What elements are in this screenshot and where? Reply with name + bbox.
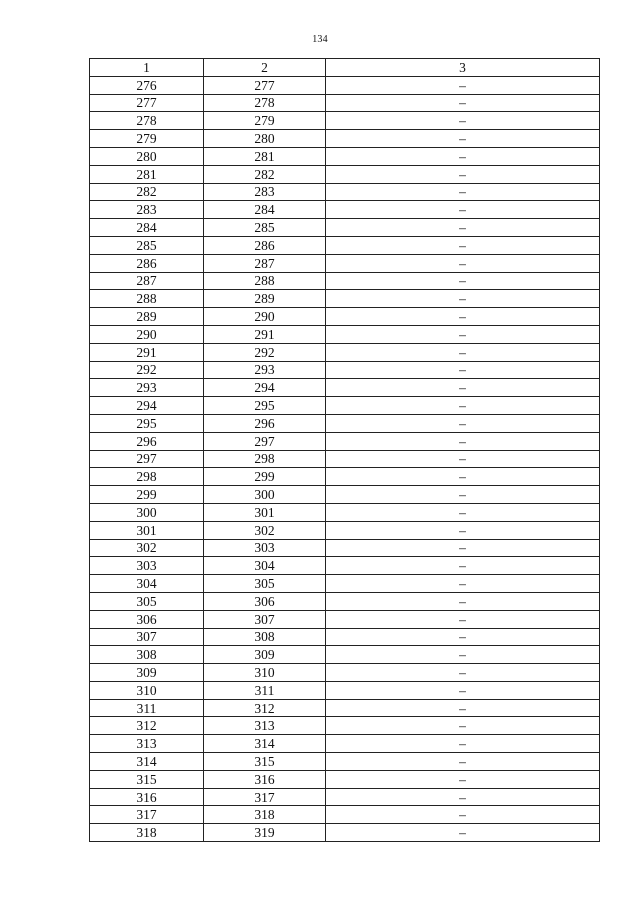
table-cell-col1: 314 bbox=[90, 753, 204, 771]
table-row bbox=[90, 824, 600, 842]
table-row bbox=[90, 201, 600, 219]
table-row bbox=[90, 610, 600, 628]
table-cell-col1: 294 bbox=[90, 397, 204, 415]
table-cell-col2: 306 bbox=[204, 592, 326, 610]
table-row bbox=[90, 753, 600, 771]
table-cell-col2: 314 bbox=[204, 735, 326, 753]
table-cell-col2: 310 bbox=[204, 664, 326, 682]
table-cell-col3: – bbox=[326, 450, 600, 468]
table-cell-col1: 290 bbox=[90, 325, 204, 343]
table-cell-col2: 305 bbox=[204, 575, 326, 593]
table-cell-col3: – bbox=[326, 503, 600, 521]
table-row bbox=[90, 788, 600, 806]
table-cell-col1: 318 bbox=[90, 824, 204, 842]
header-row bbox=[90, 59, 600, 77]
table-cell-col1: 292 bbox=[90, 361, 204, 379]
table-cell-col1: 306 bbox=[90, 610, 204, 628]
table-cell-col1: 278 bbox=[90, 112, 204, 130]
table-cell-col3: – bbox=[326, 432, 600, 450]
table-cell-col3: – bbox=[326, 147, 600, 165]
table-cell-col3: – bbox=[326, 379, 600, 397]
table-cell-col3: – bbox=[326, 628, 600, 646]
table-cell-col2: 279 bbox=[204, 112, 326, 130]
page-number: 134 bbox=[312, 34, 328, 45]
table-cell-col2: 293 bbox=[204, 361, 326, 379]
table-cell-col3: – bbox=[326, 753, 600, 771]
table-cell-col3: – bbox=[326, 664, 600, 682]
table-cell-col3: – bbox=[326, 521, 600, 539]
table-cell-col1: 295 bbox=[90, 414, 204, 432]
table-cell-col1: 297 bbox=[90, 450, 204, 468]
table-cell-col3: – bbox=[326, 717, 600, 735]
table-row bbox=[90, 557, 600, 575]
table-cell-col1: 299 bbox=[90, 486, 204, 504]
table-cell-col2: 304 bbox=[204, 557, 326, 575]
column-header-3: 3 bbox=[326, 59, 600, 77]
table-row bbox=[90, 290, 600, 308]
table-cell-col3: – bbox=[326, 254, 600, 272]
table-row bbox=[90, 183, 600, 201]
table-cell-col3: – bbox=[326, 414, 600, 432]
table-cell-col2: 317 bbox=[204, 788, 326, 806]
table-cell-col3: – bbox=[326, 94, 600, 112]
table-row bbox=[90, 521, 600, 539]
table-row bbox=[90, 770, 600, 788]
table-cell-col1: 285 bbox=[90, 236, 204, 254]
table-cell-col2: 312 bbox=[204, 699, 326, 717]
table-cell-col2: 295 bbox=[204, 397, 326, 415]
table-cell-col2: 280 bbox=[204, 130, 326, 148]
table-cell-col3: – bbox=[326, 130, 600, 148]
table-cell-col3: – bbox=[326, 610, 600, 628]
table-cell-col1: 288 bbox=[90, 290, 204, 308]
table-row bbox=[90, 254, 600, 272]
table-cell-col1: 310 bbox=[90, 681, 204, 699]
table-cell-col1: 280 bbox=[90, 147, 204, 165]
table-cell-col2: 300 bbox=[204, 486, 326, 504]
table-row bbox=[90, 468, 600, 486]
table-cell-col3: – bbox=[326, 557, 600, 575]
table-cell-col3: – bbox=[326, 290, 600, 308]
table-row bbox=[90, 681, 600, 699]
table-cell-col2: 301 bbox=[204, 503, 326, 521]
table-body bbox=[90, 76, 600, 841]
table-cell-col3: – bbox=[326, 397, 600, 415]
table-row bbox=[90, 539, 600, 557]
table-cell-col1: 302 bbox=[90, 539, 204, 557]
table-cell-col2: 285 bbox=[204, 219, 326, 237]
table-cell-col3: – bbox=[326, 112, 600, 130]
table-cell-col3: – bbox=[326, 824, 600, 842]
table-row bbox=[90, 450, 600, 468]
table-cell-col1: 277 bbox=[90, 94, 204, 112]
table-row bbox=[90, 486, 600, 504]
table-cell-col1: 317 bbox=[90, 806, 204, 824]
table-cell-col2: 319 bbox=[204, 824, 326, 842]
table-cell-col1: 311 bbox=[90, 699, 204, 717]
table-row bbox=[90, 343, 600, 361]
table-cell-col1: 313 bbox=[90, 735, 204, 753]
table-cell-col3: – bbox=[326, 735, 600, 753]
table-row bbox=[90, 432, 600, 450]
table-cell-col2: 297 bbox=[204, 432, 326, 450]
table-cell-col3: – bbox=[326, 646, 600, 664]
table-cell-col1: 286 bbox=[90, 254, 204, 272]
table-cell-col2: 294 bbox=[204, 379, 326, 397]
table-cell-col2: 282 bbox=[204, 165, 326, 183]
table-cell-col1: 289 bbox=[90, 308, 204, 326]
table-row bbox=[90, 112, 600, 130]
table-row bbox=[90, 646, 600, 664]
table-cell-col1: 308 bbox=[90, 646, 204, 664]
table-cell-col3: – bbox=[326, 806, 600, 824]
table-cell-col1: 315 bbox=[90, 770, 204, 788]
table-cell-col1: 293 bbox=[90, 379, 204, 397]
table-cell-col1: 282 bbox=[90, 183, 204, 201]
table-cell-col3: – bbox=[326, 539, 600, 557]
table-cell-col2: 298 bbox=[204, 450, 326, 468]
table-row bbox=[90, 414, 600, 432]
table-cell-col3: – bbox=[326, 165, 600, 183]
table-cell-col2: 303 bbox=[204, 539, 326, 557]
table-cell-col2: 309 bbox=[204, 646, 326, 664]
table-cell-col1: 316 bbox=[90, 788, 204, 806]
data-table bbox=[89, 58, 600, 842]
table-row bbox=[90, 130, 600, 148]
table-row bbox=[90, 592, 600, 610]
table-cell-col2: 278 bbox=[204, 94, 326, 112]
table-cell-col3: – bbox=[326, 201, 600, 219]
table-cell-col1: 298 bbox=[90, 468, 204, 486]
table-cell-col1: 291 bbox=[90, 343, 204, 361]
table-row bbox=[90, 664, 600, 682]
table-row bbox=[90, 219, 600, 237]
table-cell-col2: 281 bbox=[204, 147, 326, 165]
table-row bbox=[90, 236, 600, 254]
table-cell-col2: 311 bbox=[204, 681, 326, 699]
table-row bbox=[90, 325, 600, 343]
table-cell-col2: 289 bbox=[204, 290, 326, 308]
table-cell-col1: 309 bbox=[90, 664, 204, 682]
table-row bbox=[90, 717, 600, 735]
table-cell-col3: – bbox=[326, 699, 600, 717]
table-row bbox=[90, 379, 600, 397]
table-row bbox=[90, 699, 600, 717]
table-cell-col1: 276 bbox=[90, 76, 204, 94]
table-row bbox=[90, 272, 600, 290]
table-cell-col2: 313 bbox=[204, 717, 326, 735]
table-row bbox=[90, 308, 600, 326]
table-cell-col3: – bbox=[326, 219, 600, 237]
table-cell-col1: 279 bbox=[90, 130, 204, 148]
table-cell-col3: – bbox=[326, 272, 600, 290]
table-row bbox=[90, 806, 600, 824]
table-header bbox=[90, 59, 600, 77]
table-cell-col3: – bbox=[326, 592, 600, 610]
table-row bbox=[90, 94, 600, 112]
table-cell-col2: 318 bbox=[204, 806, 326, 824]
table-cell-col2: 277 bbox=[204, 76, 326, 94]
table-cell-col2: 283 bbox=[204, 183, 326, 201]
table-cell-col2: 288 bbox=[204, 272, 326, 290]
table-cell-col2: 290 bbox=[204, 308, 326, 326]
table-row bbox=[90, 575, 600, 593]
table-cell-col1: 287 bbox=[90, 272, 204, 290]
table-row bbox=[90, 735, 600, 753]
table-cell-col2: 307 bbox=[204, 610, 326, 628]
table-cell-col2: 291 bbox=[204, 325, 326, 343]
table-cell-col3: – bbox=[326, 361, 600, 379]
table-cell-col3: – bbox=[326, 681, 600, 699]
table-cell-col3: – bbox=[326, 788, 600, 806]
table-cell-col3: – bbox=[326, 575, 600, 593]
table-row bbox=[90, 503, 600, 521]
table-cell-col2: 315 bbox=[204, 753, 326, 771]
table-cell-col3: – bbox=[326, 308, 600, 326]
table-cell-col3: – bbox=[326, 770, 600, 788]
table-cell-col2: 302 bbox=[204, 521, 326, 539]
table-cell-col3: – bbox=[326, 76, 600, 94]
table-cell-col1: 303 bbox=[90, 557, 204, 575]
table-cell-col1: 300 bbox=[90, 503, 204, 521]
table-cell-col3: – bbox=[326, 486, 600, 504]
table-cell-col2: 284 bbox=[204, 201, 326, 219]
table-cell-col2: 292 bbox=[204, 343, 326, 361]
table-cell-col1: 312 bbox=[90, 717, 204, 735]
table-cell-col3: – bbox=[326, 468, 600, 486]
column-header-2: 2 bbox=[204, 59, 326, 77]
table-cell-col1: 281 bbox=[90, 165, 204, 183]
table-cell-col1: 307 bbox=[90, 628, 204, 646]
table-cell-col1: 284 bbox=[90, 219, 204, 237]
table-row bbox=[90, 361, 600, 379]
table-cell-col2: 287 bbox=[204, 254, 326, 272]
table-cell-col2: 296 bbox=[204, 414, 326, 432]
table-cell-col2: 308 bbox=[204, 628, 326, 646]
table-cell-col3: – bbox=[326, 343, 600, 361]
table-row bbox=[90, 76, 600, 94]
table-cell-col1: 283 bbox=[90, 201, 204, 219]
table-cell-col1: 301 bbox=[90, 521, 204, 539]
table-cell-col3: – bbox=[326, 325, 600, 343]
table-row bbox=[90, 397, 600, 415]
table-row bbox=[90, 147, 600, 165]
table-cell-col2: 286 bbox=[204, 236, 326, 254]
table-cell-col3: – bbox=[326, 183, 600, 201]
table-row bbox=[90, 628, 600, 646]
table-cell-col1: 304 bbox=[90, 575, 204, 593]
table-row bbox=[90, 165, 600, 183]
table-cell-col3: – bbox=[326, 236, 600, 254]
column-header-1: 1 bbox=[90, 59, 204, 77]
table-cell-col1: 296 bbox=[90, 432, 204, 450]
table-cell-col2: 316 bbox=[204, 770, 326, 788]
table-cell-col1: 305 bbox=[90, 592, 204, 610]
table-cell-col2: 299 bbox=[204, 468, 326, 486]
